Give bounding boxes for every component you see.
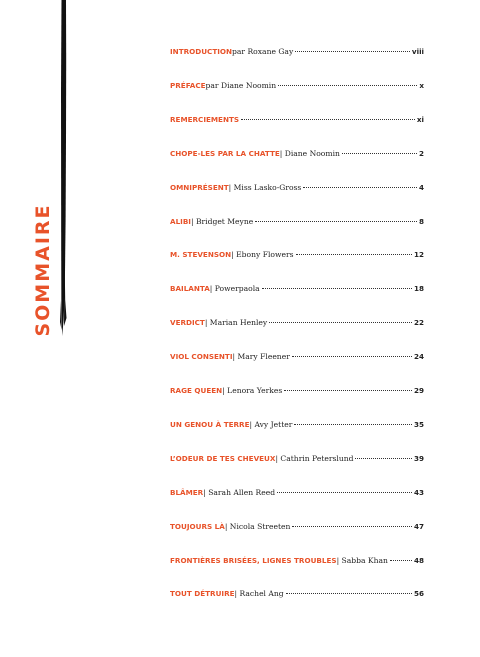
toc-entry-author: | Cathrin Peterslund: [275, 453, 354, 463]
toc-entry-title: PRÉFACE: [170, 80, 206, 90]
dot-leader: [277, 492, 412, 493]
dot-leader: [262, 288, 412, 289]
toc-entry-page-number: 12: [413, 250, 424, 260]
toc-entry[interactable]: [170, 146, 424, 162]
toc-entry-page-number: viii: [411, 47, 424, 56]
dot-leader: [269, 322, 412, 323]
toc-entry[interactable]: [170, 315, 424, 331]
dot-leader: [292, 526, 412, 527]
toc-entry-title: FRONTIÈRES BRISÉES, LIGNES TROUBLES: [170, 555, 337, 565]
toc-entry[interactable]: [170, 553, 424, 569]
toc-entry-author: | Powerpaola: [209, 284, 260, 294]
toc-entry-author: | Mary Fleener: [232, 352, 290, 362]
toc-entry[interactable]: [170, 44, 424, 60]
toc-entry-author: | Nicola Streeten: [224, 521, 291, 531]
toc-entry-author: | Marian Henley: [204, 318, 268, 328]
toc-entry-author: par Diane Noomin: [205, 80, 277, 90]
toc-entry[interactable]: [170, 281, 424, 297]
toc-entry-author: | Diane Noomin: [279, 148, 340, 158]
toc-entry[interactable]: [170, 485, 424, 501]
toc-entry-page-number: 2: [418, 148, 424, 158]
dot-leader: [294, 424, 412, 425]
toc-entry-author: par Roxane Gay: [232, 47, 294, 56]
toc-entry-author: | Lenora Yerkes: [222, 386, 283, 395]
toc-entry-title: BLÂMER: [170, 487, 204, 497]
toc-entry-page-number: 29: [413, 386, 424, 395]
dot-leader: [241, 119, 415, 120]
toc-entry-title: CHOPE-LES PAR LA CHATTE: [170, 148, 280, 158]
toc-entry-title: BAILANTA: [170, 284, 210, 294]
toc-entry-title: OMNIPRÉSENT: [170, 182, 229, 192]
toc-entry-page-number: 18: [413, 284, 424, 294]
toc-entry-title: VERDICT: [170, 318, 205, 328]
toc-entry[interactable]: [170, 586, 424, 602]
dot-leader: [295, 51, 410, 52]
dot-leader: [342, 153, 417, 154]
toc-entry[interactable]: [170, 214, 424, 230]
toc-entry-author: | Avy Jetter: [249, 419, 293, 429]
toc-entry-page-number: x: [419, 80, 424, 90]
sommaire-heading: SOMMAIRE: [32, 203, 54, 337]
toc-entry-page-number: 43: [413, 487, 424, 497]
dot-leader: [255, 221, 417, 222]
toc-entry-page-number: 35: [413, 419, 424, 429]
toc-entry-author: | Rachel Ang: [234, 589, 284, 599]
toc-entry-page-number: 4: [418, 182, 424, 192]
dot-leader: [284, 390, 412, 391]
toc-entry-title: M. STEVENSON: [170, 250, 232, 260]
toc-entry-page-number: 22: [413, 318, 424, 328]
toc-entry-author: | Sarah Allen Reed: [203, 487, 276, 497]
toc-entry[interactable]: [170, 349, 424, 365]
toc-entry[interactable]: [170, 247, 424, 263]
toc-entry-author: | Bridget Meyne: [190, 216, 254, 226]
dot-leader: [292, 356, 412, 357]
toc-entry-page-number: 48: [413, 555, 424, 565]
dot-leader: [303, 187, 417, 188]
toc-entry-title: REMERCIEMENTS: [170, 114, 240, 124]
toc-entry-page-number: 47: [413, 521, 424, 531]
toc-entry-title: RAGE QUEEN: [170, 386, 223, 395]
dot-leader: [390, 560, 412, 561]
toc-entry[interactable]: [170, 112, 424, 128]
toc-entry-title: ALIBI: [170, 216, 191, 226]
toc-entry-page-number: 8: [418, 216, 424, 226]
toc-entry-author: | Sabba Khan: [336, 555, 388, 565]
dot-leader: [278, 85, 417, 86]
toc-entry-page-number: xi: [416, 114, 424, 124]
toc-entry-title: TOUJOURS LÀ: [170, 521, 225, 531]
dot-leader: [296, 254, 412, 255]
dot-leader: [286, 593, 412, 594]
toc-entry-page-number: 39: [413, 453, 424, 463]
toc-entry[interactable]: [170, 417, 424, 433]
toc-entry[interactable]: [170, 383, 424, 399]
dot-leader: [355, 458, 412, 459]
toc-entry-title: INTRODUCTION: [170, 47, 233, 56]
toc-entry-page-number: 56: [413, 589, 424, 599]
toc-entry[interactable]: [170, 519, 424, 535]
toc-entry-author: | Miss Lasko-Gross: [228, 182, 302, 192]
toc-entry[interactable]: [170, 78, 424, 94]
toc-entry[interactable]: [170, 451, 424, 467]
toc-entry-page-number: 24: [413, 352, 424, 362]
toc-entry-title: VIOL CONSENTI: [170, 352, 233, 362]
toc-entry[interactable]: [170, 180, 424, 196]
toc-entry-author: | Ebony Flowers: [231, 250, 294, 260]
toc-entry-title: L’ODEUR DE TES CHEVEUX: [170, 453, 276, 463]
toc-entry-title: UN GENOU À TERRE: [170, 419, 250, 429]
toc-entry-title: TOUT DÉTRUIRE: [170, 589, 235, 599]
